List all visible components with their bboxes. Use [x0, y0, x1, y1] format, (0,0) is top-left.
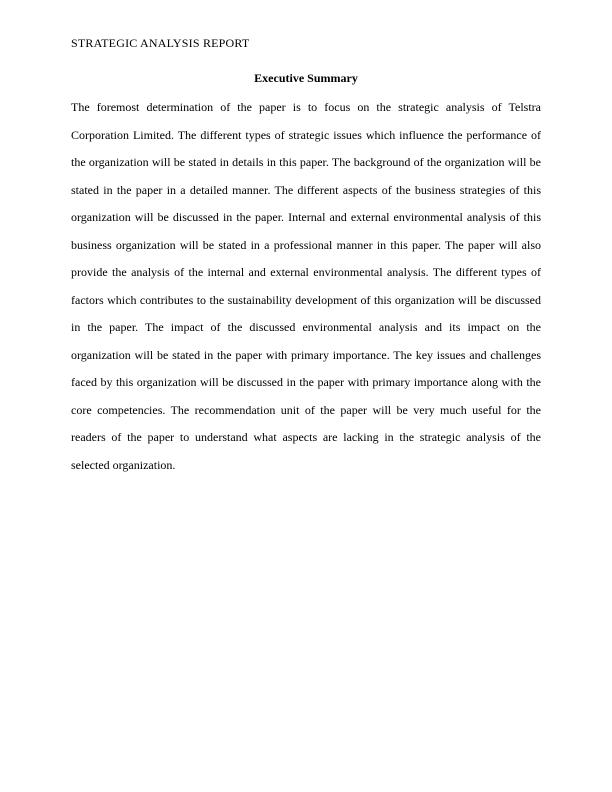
executive-summary-paragraph: The foremost determination of the paper is to focus on the strategic analysis of Telstra Corporation Limited. The different types of strategic issues which influence the performance of the organization will be stated in details in this paper. The background of the organization will be stated in the paper in a detailed manner. The different aspects of the business strategies of this organization will be discussed in the paper. Internal and external environmental analysis of this business organization will be stated in a professional manner in this paper. The paper will also provide the analysis of the internal and external environmental analysis. The different types of factors which contributes to the sustainability development of this organization will be discussed in the paper. The impact of the discussed environmental analysis and its impact on the organization will be stated in the paper with primary importance. The key issues and challenges faced by this organization will be discussed in the paper with primary importance along with the core competencies. The recommendation unit of the paper will be very much useful for the readers of the paper to understand what aspects are lacking in the strategic analysis of the selected organization. [71, 100, 541, 472]
running-header: STRATEGIC ANALYSIS REPORT [71, 36, 250, 50]
section-title: Executive Summary [254, 71, 358, 85]
